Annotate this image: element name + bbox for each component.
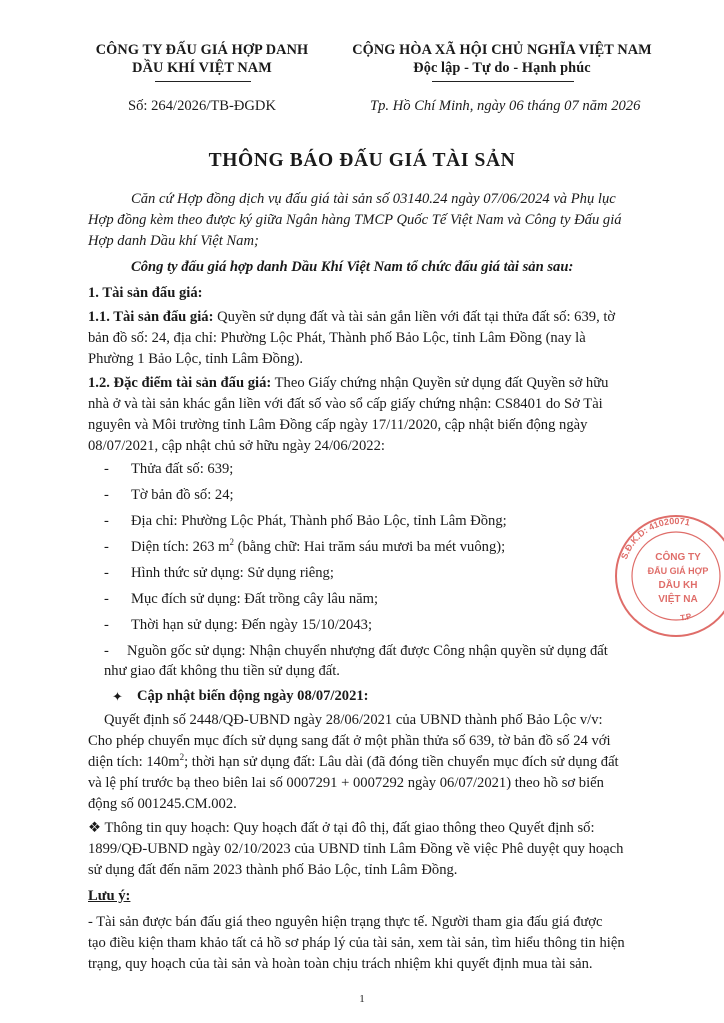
update-line3 [88, 753, 619, 773]
detail-origin-line2: như giao đất không thu tiền sử dụng đất. [104, 663, 340, 679]
update-line4: và lệ phí trước bạ theo biên lai số 0007291 + 0007292 ngày 06/07/2021) theo hồ sơ biến [88, 775, 604, 791]
list-dash: - [104, 539, 109, 555]
detail-parcel: Thửa đất số: 639; [131, 461, 234, 477]
seal-ring-text: S.Đ.K.D: 41020071 [619, 515, 691, 561]
detail-map-sheet: Tờ bản đồ số: 24; [131, 487, 234, 503]
note-line3: trạng, quy hoạch của tài sản và hoàn toàn chịu trách nhiệm khi quyết định mua tài sản. [88, 956, 593, 972]
intro-line1: Căn cứ Hợp đồng dịch vụ đấu giá tài sản số 03140.24 ngày 07/06/2024 và Phụ lục [131, 191, 616, 207]
planning-line1 [88, 819, 595, 839]
seal-line3: DẦU KH [658, 580, 698, 591]
planning-line3: sử dụng đất đến năm 2023 thành phố Bảo Lộc, tỉnh Lâm Đồng. [88, 862, 458, 878]
item11-text: Quyền sử dụng đất và tài sản gắn liền với đất tại thửa đất số: 639, tờ [213, 309, 616, 325]
note-line2: tạo điều kiện tham khảo tất cả hồ sơ pháp lý của tài sản, xem tài sản, tìm hiểu thông tin hiện [88, 935, 625, 951]
item12-line4: 08/07/2021, cập nhật chủ sở hữu ngày 24/06/2022: [88, 438, 385, 454]
list-dash: - [104, 565, 109, 581]
org-name-line1: CÔNG TY ĐẤU GIÁ HỢP DANH [95, 42, 309, 58]
planning-bullet-icon: ❖ [88, 820, 102, 836]
planning-text: Thông tin quy hoạch: Quy hoạch đất ở tại đô thị, đất giao thông theo Quyết định số: [101, 820, 595, 836]
list-dash: - [104, 461, 109, 477]
update-line1: Quyết định số 2448/QĐ-UBND ngày 28/06/2021 của UBND thành phố Bảo Lộc v/v: [104, 712, 603, 728]
motto-underline [432, 81, 574, 82]
detail-usage-term: Thời hạn sử dụng: Đến ngày 15/10/2043; [131, 617, 372, 633]
list-dash: - [104, 643, 109, 659]
list-dash: - [104, 487, 109, 503]
seal-line4: VIỆT NA [658, 594, 698, 605]
list-dash: - [104, 513, 109, 529]
seal-bottom-text: T.P [679, 611, 693, 623]
seal-line1: CÔNG TY [655, 552, 701, 563]
place-date: Tp. Hồ Chí Minh, ngày 06 tháng 07 năm 2026 [370, 98, 641, 114]
item11-label: 1.1. Tài sản đấu giá: [88, 309, 214, 325]
update-area: diện tích: 140m [88, 754, 180, 770]
detail-usage-purpose: Mục đích sử dụng: Đất trồng cây lâu năm; [131, 591, 379, 607]
item12-text: Theo Giấy chứng nhận Quyền sử dụng đất Quyền sở hữu [271, 375, 609, 391]
list-dash: - [104, 617, 109, 633]
company-seal [612, 512, 724, 640]
update-area-sup: 2 [179, 752, 185, 763]
seal-line2: ĐẤU GIÁ HỢP [647, 566, 709, 576]
nation-motto: Độc lập - Tự do - Hạnh phúc [413, 60, 591, 76]
detail-origin-line1: Nguồn gốc sử dụng: Nhận chuyển nhượng đất được Công nhận quyền sử dụng đất [127, 643, 608, 659]
item12-label: 1.2. Đặc điểm tài sản đấu giá: [88, 375, 272, 391]
page-title: THÔNG BÁO ĐẤU GIÁ TÀI SẢN [208, 150, 516, 171]
item11-line1 [88, 308, 615, 328]
document-number: Số: 264/2026/TB-ĐGDK [128, 98, 276, 114]
page-number: 1 [359, 993, 365, 1005]
update-line2: Cho phép chuyển mục đích sử dụng sang đất ở một phần thửa số 639, tờ bản đồ số 24 với [88, 733, 611, 749]
note-heading: Lưu ý: [88, 888, 131, 904]
update-heading: Cập nhật biến động ngày 08/07/2021: [137, 688, 369, 704]
detail-usage-form: Hình thức sử dụng: Sử dụng riêng; [131, 565, 334, 581]
update-line5: động số 001245.CM.002. [88, 796, 237, 812]
item12-line3: nguyên và Môi trường tỉnh Lâm Đồng cấp ngày 17/11/2020, cập nhật biến động ngày [88, 417, 588, 433]
announcement: Công ty đấu giá hợp danh Dầu Khí Việt Nam tổ chức đấu giá tài sản sau: [131, 259, 574, 275]
area-words: (bằng chữ: Hai trăm sáu mươi ba mét vuông); [234, 539, 506, 555]
area-value: Diện tích: 263 m [131, 539, 230, 555]
org-name-line2: DẦU KHÍ VIỆT NAM [132, 60, 272, 76]
item12-line1 [88, 374, 608, 394]
detail-address: Địa chỉ: Phường Lộc Phát, Thành phố Bảo Lộc, tỉnh Lâm Đồng; [131, 513, 507, 529]
area-sup: 2 [229, 537, 234, 548]
org-underline [155, 81, 251, 82]
intro-line3: Hợp danh Dầu khí Việt Nam; [88, 233, 259, 249]
nation-name: CỘNG HÒA XÃ HỘI CHỦ NGHĨA VIỆT NAM [352, 42, 652, 58]
svg-text:T.P [680, 611, 693, 622]
list-dash: - [104, 591, 109, 607]
intro-line2: Hợp đồng kèm theo được ký giữa Ngân hàng TMCP Quốc Tế Việt Nam và Công ty Đấu giá [88, 212, 622, 228]
item12-line2: nhà ở và tài sản khác gắn liền với đất số vào sổ cấp giấy chứng nhận: CS8401 do Sở Tài [88, 396, 603, 412]
update-bullet-icon: ✦ [112, 689, 123, 704]
section1-heading: 1. Tài sản đấu giá: [88, 285, 203, 301]
item11-line2: bản đồ số: 24, địa chỉ: Phường Lộc Phát, Thành phố Bảo Lộc, tỉnh Lâm Đồng (nay là [88, 330, 586, 346]
item11-line3: Phường 1 Bảo Lộc, tỉnh Lâm Đồng). [88, 351, 304, 367]
planning-line2: 1899/QĐ-UBND ngày 02/10/2023 của UBND tỉnh Lâm Đồng về việc Phê duyệt quy hoạch [88, 841, 624, 857]
update-term: ; thời hạn sử dụng đất: Lâu dài (đã đóng tiền chuyển mục đích sử dụng đất [184, 754, 619, 770]
note-line1: - Tài sản được bán đấu giá theo nguyên hiện trạng thực tế. Người tham gia đấu giá được [88, 914, 603, 930]
detail-area [131, 539, 505, 556]
